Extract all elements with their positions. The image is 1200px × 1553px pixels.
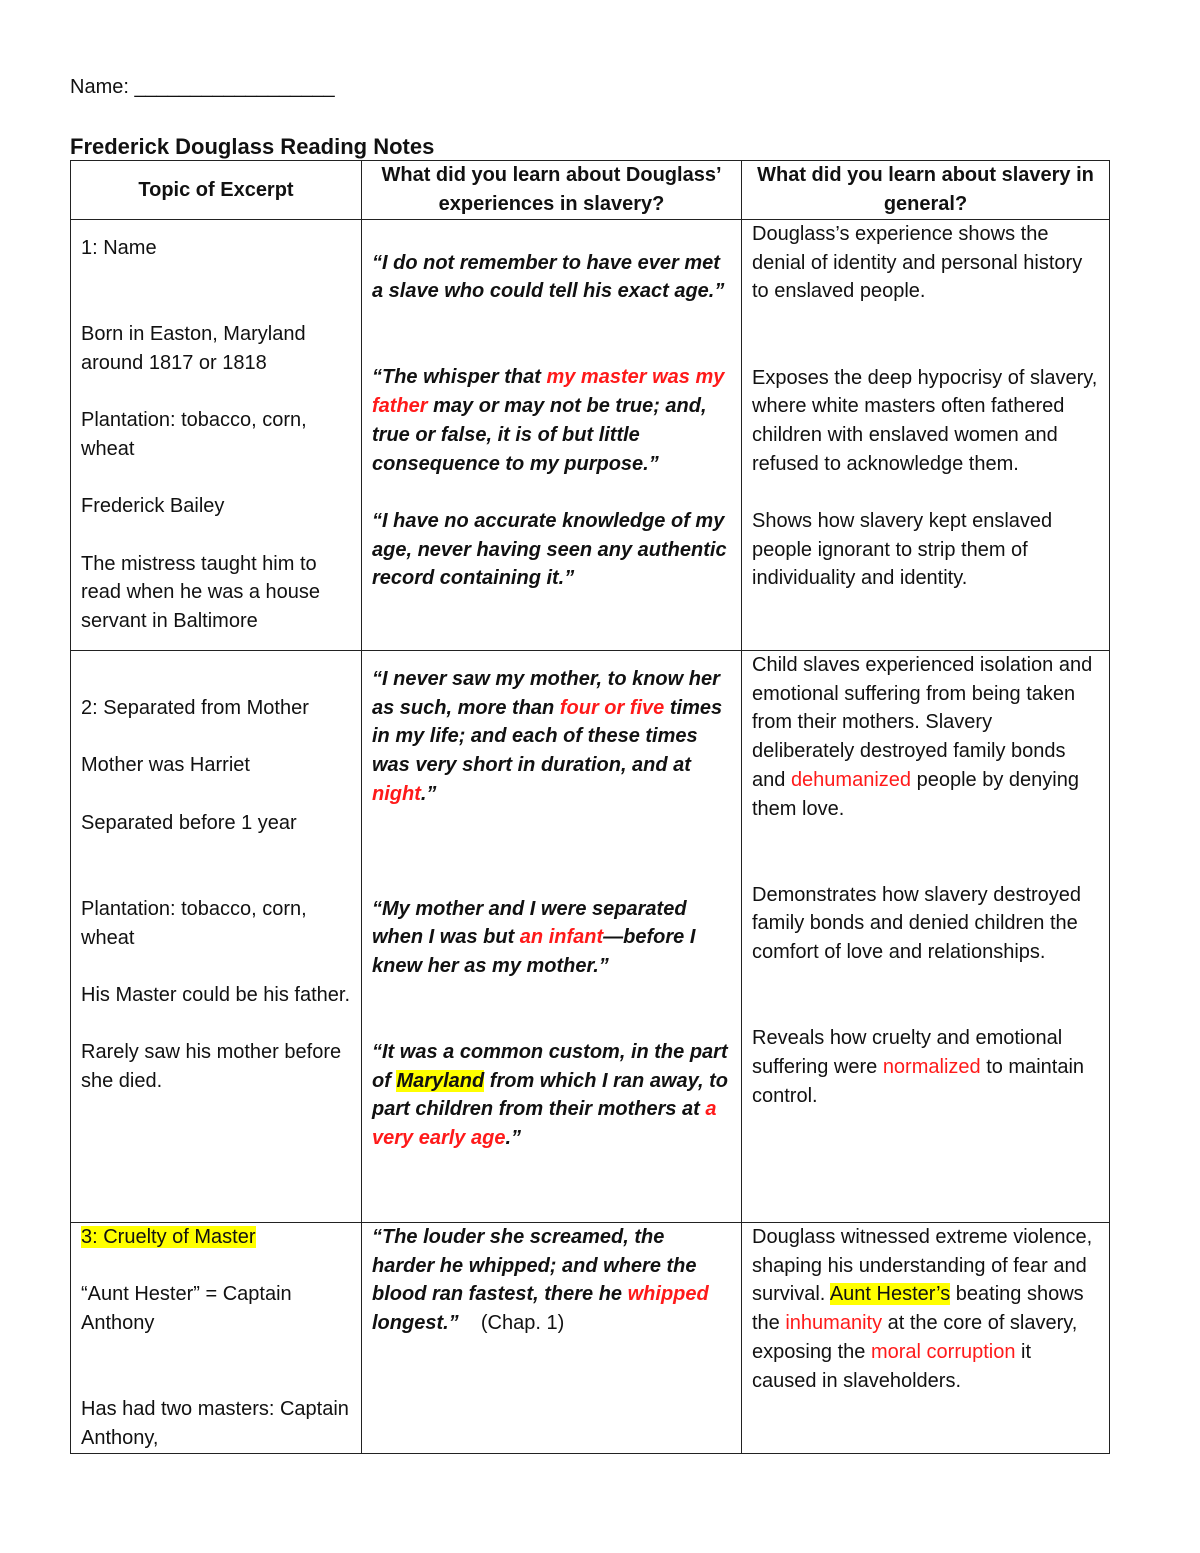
general-note bbox=[752, 1223, 1099, 1395]
quote-text: .” bbox=[420, 782, 437, 805]
topic-note: “Aunt Hester” = Captain Anthony bbox=[81, 1283, 292, 1335]
topic-highlight: 3: Cruelty of Master bbox=[81, 1226, 256, 1248]
topic-note: His Master could be his father. bbox=[81, 983, 351, 1006]
quote-text: “My mother and I were separated when I was but bbox=[372, 897, 687, 949]
topic-cell bbox=[71, 220, 362, 651]
general-text: Child slaves experienced isolation and emotional suffering from being taken from their mothers. Slavery deliberately destroyed family bonds and bbox=[752, 654, 1093, 791]
quote-text: may or may not be true; and, true or false, it is of but little consequence to my purpose.” bbox=[372, 395, 707, 475]
topic-title: 2: Separated from Mother bbox=[81, 697, 309, 719]
chapter-reference: (Chap. 1) bbox=[458, 1312, 565, 1335]
topic-note: Rarely saw his mother before she died. bbox=[81, 1041, 342, 1093]
quote-text: from which I ran away, to part children from their mothers at bbox=[372, 1069, 728, 1121]
general-text: beating shows the bbox=[752, 1283, 1084, 1335]
quote-text: —before I knew her as my mother.” bbox=[372, 926, 696, 977]
general-cell bbox=[742, 1223, 1110, 1454]
quote-emphasis: an infant bbox=[519, 926, 604, 949]
quote-text: times in my life; and each of these times was very short in duration, and at bbox=[372, 696, 723, 777]
quote-emphasis: a very early age bbox=[372, 1098, 717, 1150]
quote-cell bbox=[362, 1223, 742, 1454]
quote-highlight: Maryland bbox=[396, 1069, 485, 1092]
table-header-row bbox=[71, 161, 1110, 220]
general-emphasis: inhumanity bbox=[785, 1312, 883, 1335]
header-topic: Topic of Excerpt bbox=[71, 161, 362, 220]
general-text: at the core of slavery, exposing the bbox=[752, 1312, 1078, 1363]
quote: “I do not remember to have ever met a slave who could tell his exact age.” bbox=[372, 251, 725, 303]
topic-note: Separated before 1 year bbox=[81, 811, 297, 834]
general-note bbox=[752, 651, 1099, 823]
name-field-label: Name: __________________ bbox=[70, 76, 335, 98]
general-note: Douglass’s experience shows the denial of identity and personal history to enslaved people. bbox=[752, 223, 1083, 303]
general-highlight: Aunt Hester’s bbox=[829, 1283, 951, 1306]
topic-title: 1: Name bbox=[81, 237, 157, 259]
quote bbox=[372, 363, 731, 478]
header-douglass-experiences: What did you learn about Douglass’ experiences in slavery? bbox=[362, 161, 742, 220]
table-row bbox=[71, 220, 1110, 651]
quote bbox=[372, 895, 731, 981]
topic-note: Plantation: tobacco, corn, wheat bbox=[81, 897, 307, 949]
quote-text: longest.” bbox=[372, 1312, 459, 1335]
quote-text: “It was a common custom, in the part of bbox=[372, 1041, 728, 1092]
general-text: people by denying them love. bbox=[752, 768, 1079, 820]
general-text: Reveals how cruelty and emotional suffering were bbox=[752, 1027, 1063, 1078]
topic-note: Born in Easton, Maryland around 1817 or 1818 bbox=[81, 323, 306, 374]
topic-cell bbox=[71, 1223, 362, 1454]
quote bbox=[372, 1223, 731, 1338]
quote-text: .” bbox=[505, 1127, 521, 1150]
general-text: it caused in slaveholders. bbox=[752, 1340, 1032, 1392]
general-text: Douglass witnessed extreme violence, shaping his understanding of fear and survival. bbox=[752, 1226, 1093, 1306]
general-note: Demonstrates how slavery destroyed family bonds and denied children the comfort of love and relationships. bbox=[752, 883, 1082, 964]
quote-emphasis: whipped bbox=[627, 1283, 709, 1306]
topic-cell bbox=[71, 651, 362, 1223]
quote-emphasis: my master was my father bbox=[372, 366, 725, 418]
quote-text: “The whisper that bbox=[372, 366, 547, 389]
quote-text: “I never saw my mother, to know her as such, more than bbox=[372, 668, 720, 719]
quote-cell bbox=[362, 651, 742, 1223]
general-emphasis: moral corruption bbox=[870, 1340, 1016, 1363]
table-row bbox=[71, 651, 1110, 1223]
table-row bbox=[71, 1223, 1110, 1454]
topic-note: Plantation: tobacco, corn, wheat bbox=[81, 409, 307, 460]
quote bbox=[372, 1038, 731, 1153]
quote-emphasis: four or five bbox=[559, 696, 665, 719]
topic-note: Frederick Bailey bbox=[81, 495, 225, 518]
general-note bbox=[752, 1024, 1099, 1110]
general-note: Shows how slavery kept enslaved people ignorant to strip them of individuality and identity. bbox=[752, 510, 1053, 590]
topic-note: Mother was Harriet bbox=[81, 754, 250, 777]
reading-notes-table bbox=[70, 160, 1110, 1454]
quote-emphasis: night bbox=[372, 782, 421, 805]
quote-cell bbox=[362, 220, 742, 651]
general-note: Exposes the deep hypocrisy of slavery, where white masters often fathered children with enslaved women and refused to acknowledge them. bbox=[752, 366, 1098, 475]
topic-note: Has had two masters: Captain Anthony, bbox=[81, 1398, 349, 1449]
general-text: to maintain control. bbox=[752, 1055, 1085, 1107]
general-cell bbox=[742, 220, 1110, 651]
header-slavery-general: What did you learn about slavery in general? bbox=[742, 161, 1110, 220]
general-emphasis: dehumanized bbox=[790, 768, 912, 791]
quote: “I have no accurate knowledge of my age, never having seen any authentic record containing it.” bbox=[372, 509, 727, 590]
topic-note: The mistress taught him to read when he was a house servant in Baltimore bbox=[81, 552, 321, 633]
general-emphasis: normalized bbox=[882, 1055, 981, 1078]
general-cell bbox=[742, 651, 1110, 1223]
quote-text: “The louder she screamed, the harder he whipped; and where the blood ran fastest, there he bbox=[372, 1226, 697, 1306]
document-title: Frederick Douglass Reading Notes bbox=[70, 134, 435, 159]
quote bbox=[372, 665, 731, 809]
topic-title bbox=[81, 1223, 351, 1252]
